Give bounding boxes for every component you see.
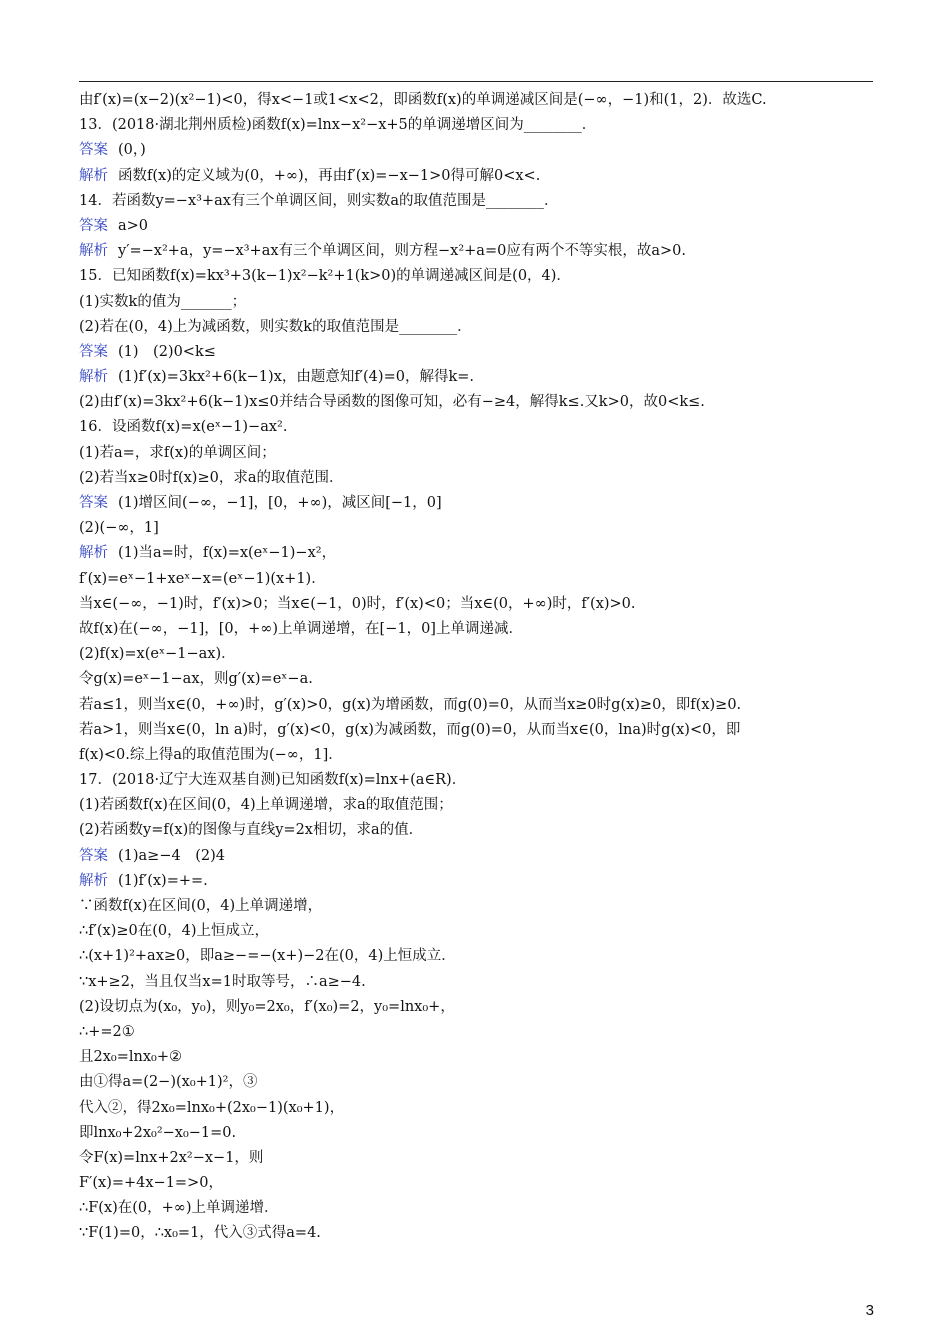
text-line <box>79 642 873 667</box>
text-line <box>79 1096 873 1121</box>
line-text: (2)由f′(x)=3kx²+6(k−1)x≤0并结合导函数的图像可知，必有−≥4，解得k≤.又k>0，故0<k≤. <box>79 394 705 411</box>
line-text: 15．已知函数f(x)=kx³+3(k−1)x²−k²+1(k>0)的单调递减区间是(0，4)． <box>79 268 571 285</box>
line-text: (1)f′(x)=+=. <box>118 872 208 889</box>
text-line <box>79 818 873 843</box>
line-text: 17．(2018·辽宁大连双基自测)已知函数f(x)=lnx+(a∈R)． <box>79 772 467 789</box>
text-line <box>79 693 873 718</box>
line-text: 16．设函数f(x)=x(eˣ−1)−ax². <box>79 419 288 436</box>
text-line <box>79 869 873 894</box>
line-text: F′(x)=+4x−1=>0， <box>79 1175 223 1192</box>
line-text: 令F(x)=lnx+2x²−x−1，则 <box>79 1149 264 1166</box>
line-text: 由①得a=(2−)(x₀+1)²，③ <box>79 1074 258 1091</box>
text-line <box>79 1121 873 1146</box>
text-line <box>79 1146 873 1171</box>
line-text: (1)实数k的值为_______； <box>79 293 247 310</box>
line-text: f′(x)=eˣ−1+xeˣ−x=(eˣ−1)(x+1)． <box>79 570 326 587</box>
text-line <box>79 340 873 365</box>
line-text: 若a>1，则当x∈(0，ln a)时，g′(x)<0，g(x)为减函数，而g(0)=0，从而当x∈(0，lna)时g(x)<0，即 <box>79 721 741 738</box>
text-line <box>79 138 873 163</box>
text-line <box>79 743 873 768</box>
text-line <box>79 189 873 214</box>
answer-label: 解析 <box>79 243 108 260</box>
line-text: (2)若在(0，4)上为减函数，则实数k的取值范围是________． <box>79 318 472 335</box>
text-line <box>79 239 873 264</box>
line-text: 令g(x)=eˣ−1−ax，则g′(x)=eˣ−a. <box>79 671 313 688</box>
line-text: (1)增区间(−∞，−1]，[0，+∞)，减区间[−1，0] <box>118 495 442 511</box>
line-text: ∴+=2① <box>79 1023 135 1040</box>
answer-label: 解析 <box>79 545 108 562</box>
line-text: ∵函数f(x)在区间(0，4)上单调递增， <box>79 898 323 914</box>
line-text: (2)(−∞，1] <box>79 520 159 537</box>
line-text: ∴F(x)在(0，+∞)上单调递增． <box>79 1200 279 1217</box>
line-text: 当x∈(−∞，−1)时，f′(x)>0；当x∈(−1，0)时，f′(x)<0；当x∈(0，+∞)时，f′(x)>0. <box>79 595 636 612</box>
line-text: (2)f(x)=x(eˣ−1−ax)． <box>79 646 236 663</box>
answer-label: 答案 <box>79 142 108 159</box>
line-text: f(x)<0.综上得a的取值范围为(−∞，1]． <box>79 746 343 763</box>
text-line <box>79 592 873 617</box>
text-line <box>79 894 873 919</box>
text-line <box>79 1020 873 1045</box>
line-text: 13．(2018·湖北荆州质检)函数f(x)=lnx−x²−x+5的单调递增区间为________． <box>79 117 597 134</box>
document-body <box>79 88 873 1247</box>
text-line <box>79 441 873 466</box>
text-line <box>79 1045 873 1070</box>
text-line <box>79 541 873 566</box>
line-text: (1)a≥−4 (2)4 <box>118 847 225 864</box>
line-text: (1)f′(x)=3kx²+6(k−1)x，由题意知f′(4)=0，解得k=. <box>118 369 474 386</box>
text-line <box>79 214 873 239</box>
line-text: (1)若a=，求f(x)的单调区间； <box>79 444 276 461</box>
line-text: 由f′(x)=(x−2)(x²−1)<0，得x<−1或1<x<2，即函数f(x)的单调递减区间是(−∞，−1)和(1，2)．故选C. <box>79 92 767 108</box>
text-line <box>79 919 873 944</box>
answer-label: 答案 <box>79 343 108 360</box>
text-line <box>79 1070 873 1095</box>
text-line <box>79 667 873 692</box>
text-line <box>79 315 873 340</box>
line-text: 即lnx₀+2x₀²−x₀−1=0. <box>79 1124 237 1141</box>
text-line <box>79 718 873 743</box>
answer-label: 解析 <box>79 167 108 184</box>
answer-label: 解析 <box>79 872 108 889</box>
line-text: (2)若当x≥0时f(x)≥0，求a的取值范围． <box>79 469 344 486</box>
line-text: (2)设切点为(x₀，y₀)，则y₀=2x₀，f′(x₀)=2，y₀=lnx₀+， <box>79 998 455 1015</box>
text-line <box>79 768 873 793</box>
text-line <box>79 164 873 189</box>
text-line <box>79 491 873 516</box>
line-text: 若a≤1，则当x∈(0，+∞)时，g′(x)>0，g(x)为增函数，而g(0)=0，从而当x≥0时g(x)≥0，即f(x)≥0. <box>79 696 742 713</box>
answer-label: 答案 <box>79 217 108 234</box>
text-line <box>79 365 873 390</box>
line-text: 14．若函数y=−x³+ax有三个单调区间，则实数a的取值范围是________． <box>79 192 559 209</box>
line-text: (1)若函数f(x)在区间(0，4)上单调递增，求a的取值范围； <box>79 797 453 814</box>
line-text: ∴(x+1)²+ax≥0，即a≥−=−(x+)−2在(0，4)上恒成立． <box>79 948 456 965</box>
text-line <box>79 1221 873 1246</box>
text-line <box>79 944 873 969</box>
text-line <box>79 970 873 995</box>
line-text: 且2x₀=lnx₀+② <box>79 1049 182 1066</box>
line-text: a>0 <box>118 217 149 234</box>
line-text: 故f(x)在(−∞，−1]，[0，+∞)上单调递增，在[−1，0]上单调递减． <box>79 620 523 637</box>
text-line <box>79 617 873 642</box>
text-line <box>79 290 873 315</box>
line-text: (1)当a=时，f(x)=x(eˣ−1)−x²， <box>118 545 337 562</box>
line-text: y′=−x²+a，y=−x³+ax有三个单调区间，则方程−x²+a=0应有两个不等实根，故a>0. <box>118 243 686 260</box>
text-line <box>79 113 873 138</box>
line-text: 代入②，得2x₀=lnx₀+(2x₀−1)(x₀+1)， <box>79 1099 345 1116</box>
text-line <box>79 567 873 592</box>
line-text: (0，) <box>118 142 146 159</box>
text-line <box>79 844 873 869</box>
text-line <box>79 1171 873 1196</box>
text-line <box>79 390 873 415</box>
text-line <box>79 415 873 440</box>
text-line <box>79 995 873 1020</box>
header-rule <box>79 81 873 82</box>
text-line <box>79 793 873 818</box>
text-line <box>79 88 873 113</box>
answer-label: 解析 <box>79 369 108 386</box>
text-line <box>79 1196 873 1221</box>
line-text: ∴f′(x)≥0在(0，4)上恒成立， <box>79 923 270 940</box>
text-line <box>79 516 873 541</box>
answer-label: 答案 <box>79 847 108 864</box>
text-line <box>79 466 873 491</box>
line-text: 函数f(x)的定义域为(0，+∞)，再由f′(x)=−x−1>0得可解0<x<. <box>118 167 541 184</box>
page-number: 3 <box>865 1302 874 1319</box>
line-text: ∵F(1)=0，∴x₀=1，代入③式得a=4. <box>79 1225 321 1242</box>
text-line <box>79 264 873 289</box>
line-text: ∵x+≥2，当且仅当x=1时取等号，∴a≥−4. <box>79 973 366 990</box>
line-text: (1) (2)0<k≤ <box>118 343 216 360</box>
answer-label: 答案 <box>79 495 108 511</box>
line-text: (2)若函数y=f(x)的图像与直线y=2x相切，求a的值． <box>79 822 424 839</box>
